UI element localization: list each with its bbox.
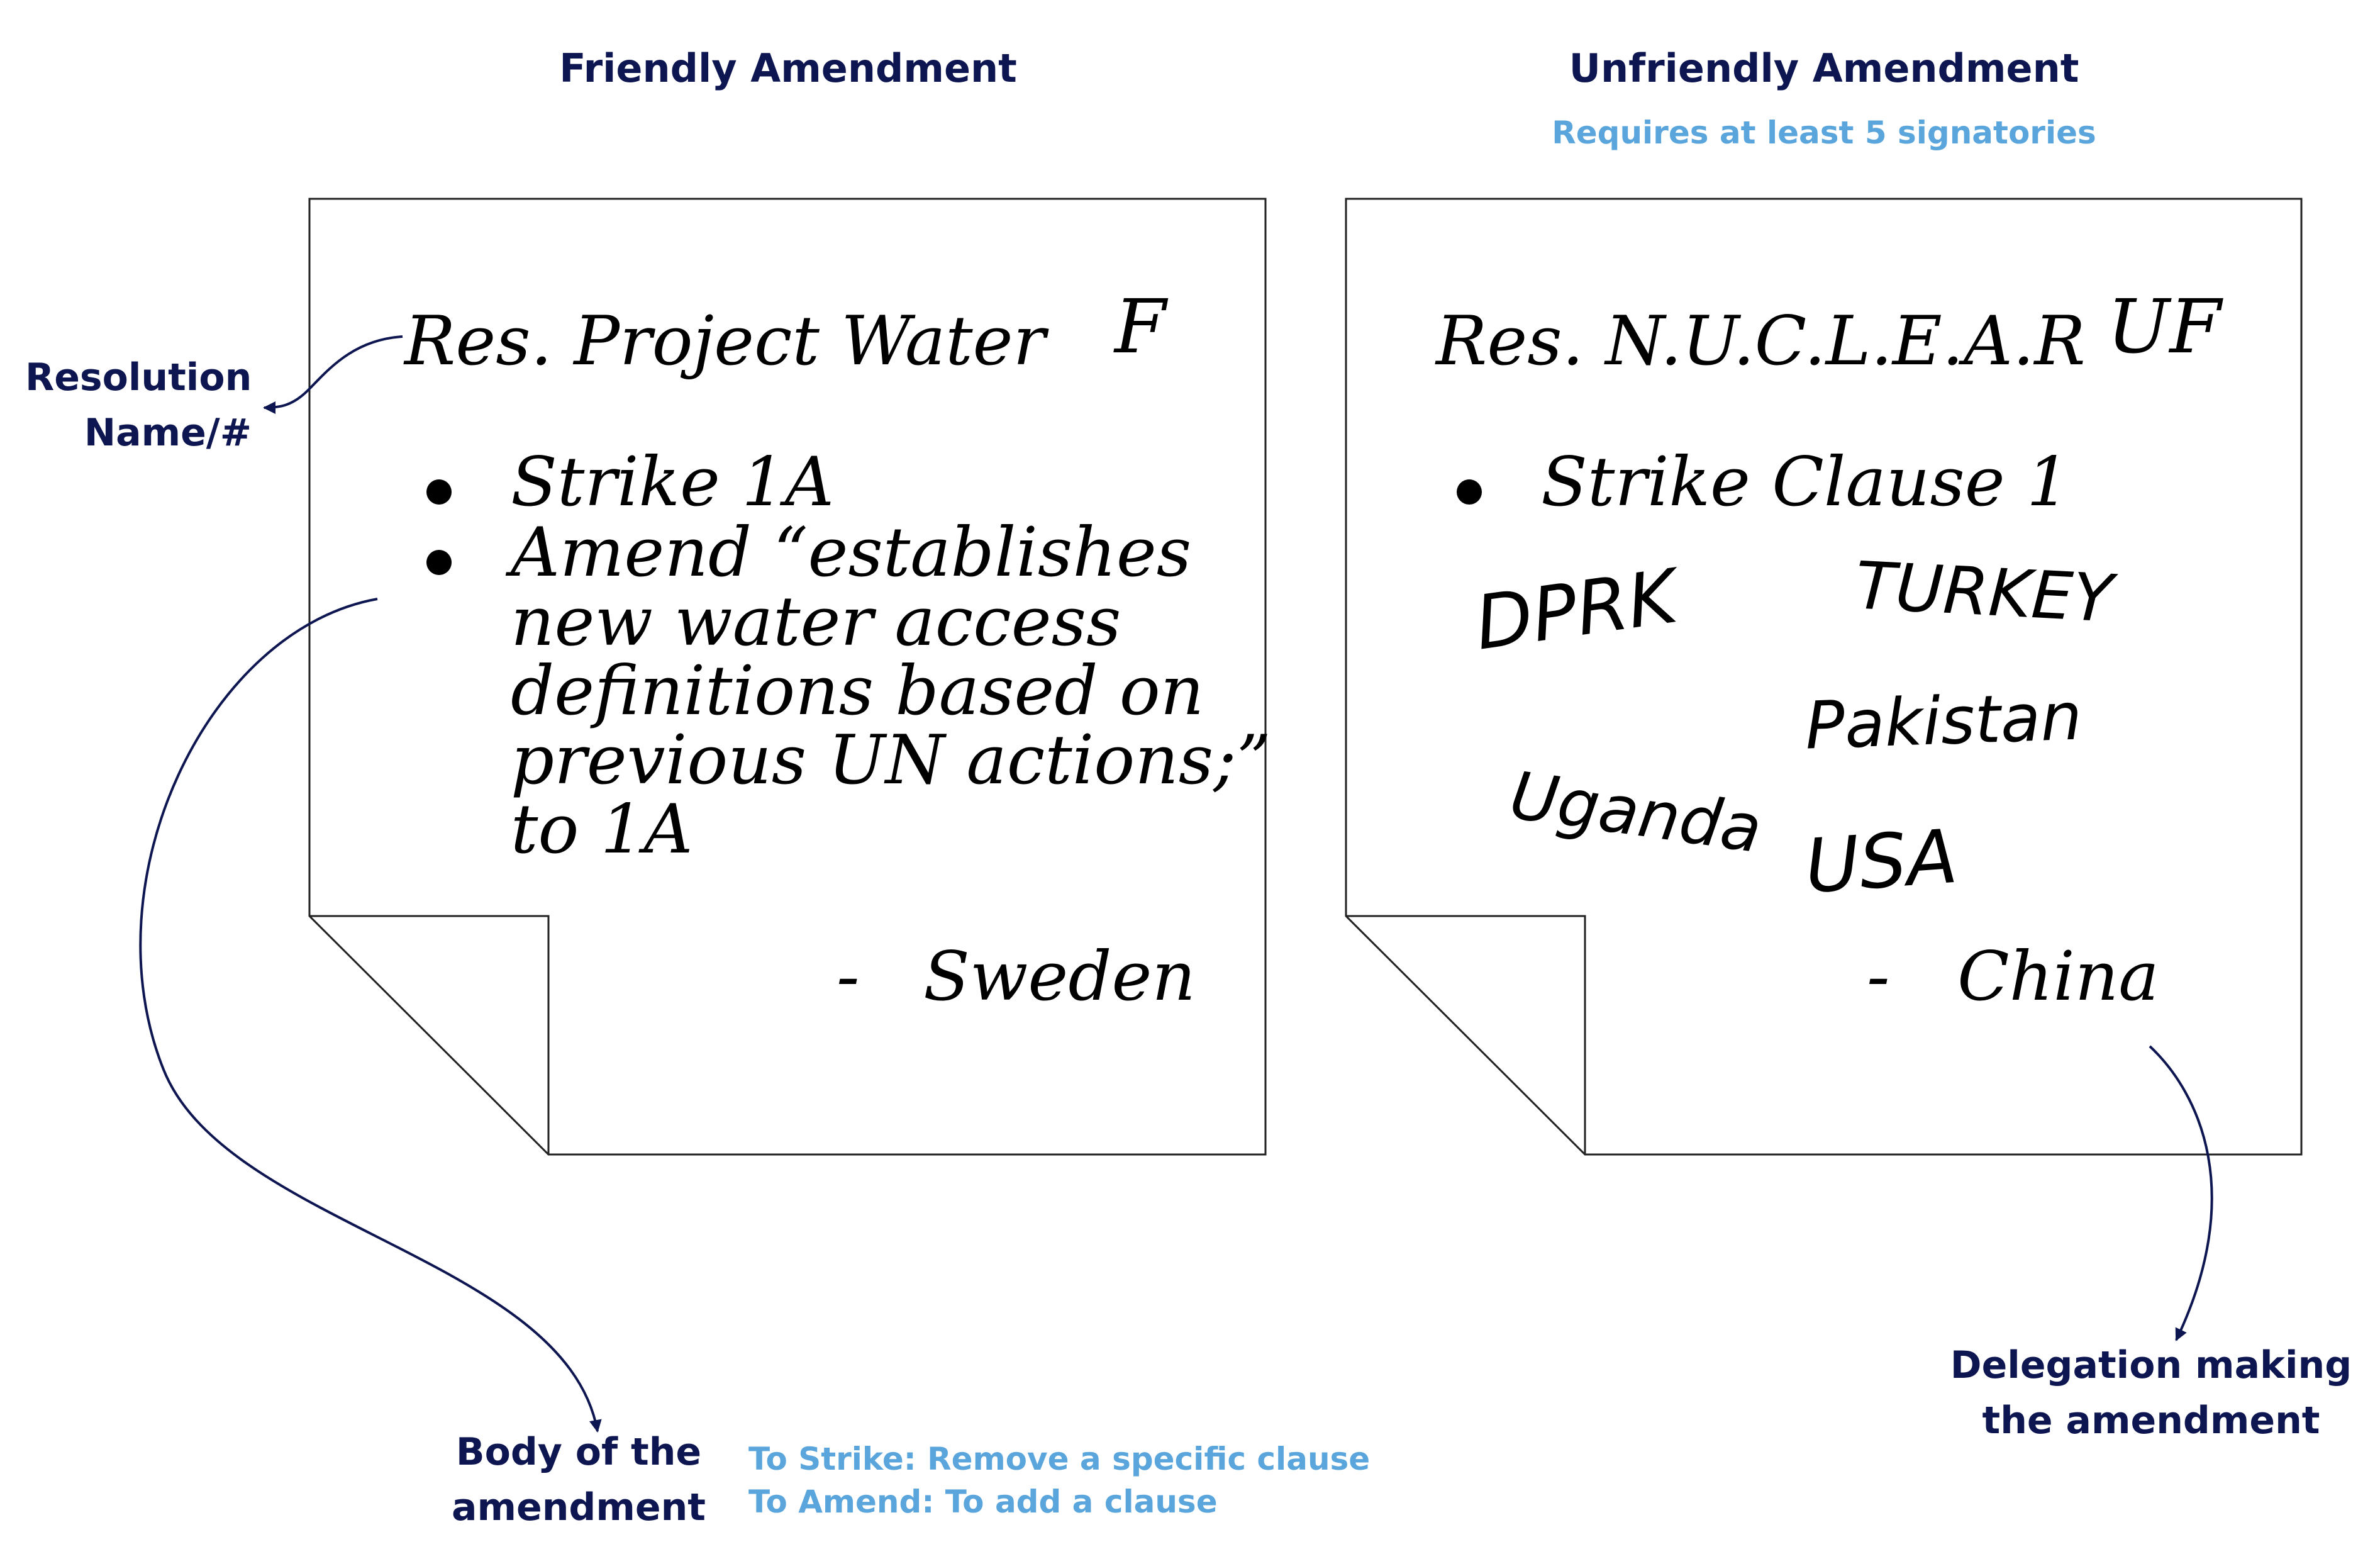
friendly-resolution-name: Res. Project Water: [404, 302, 1046, 381]
friendly-delegation: Sweden: [923, 937, 1196, 1016]
strike-definition: To Strike: Remove a specific clause: [748, 1441, 1371, 1477]
unfriendly-subheading: Requires at least 5 signatories: [1552, 115, 2096, 151]
body-label-line-1: Body of the: [455, 1430, 702, 1474]
unfriendly-bullet-1-dot: [1457, 479, 1482, 505]
unfriendly-bullet-1: Strike Clause 1: [1541, 443, 2070, 522]
unfriendly-delegation: China: [1957, 937, 2159, 1016]
friendly-bullet-1: Strike 1A: [511, 443, 834, 522]
signature-uganda: Uganda: [1505, 756, 1767, 868]
body-label-line-2: amendment: [452, 1485, 706, 1529]
delegation-label-line-1: Delegation making: [1950, 1343, 2352, 1387]
signature-dprk: DPRK: [1469, 552, 1682, 667]
unfriendly-dash: -: [1867, 937, 1890, 1016]
signature-turkey: TURKEY: [1854, 547, 2115, 637]
signature-usa: USA: [1802, 812, 1960, 910]
friendly-body-line-1: new water access: [511, 583, 1121, 661]
amend-definition: To Amend: To add a clause: [748, 1484, 1218, 1520]
friendly-bullet-2-dot: [426, 550, 452, 575]
resolution-name-label-line-1: Resolution: [25, 355, 252, 400]
body-label: [440, 1424, 717, 1535]
friendly-bullet-1-dot: [426, 479, 452, 505]
delegation-label-line-2: the amendment: [1982, 1399, 2320, 1443]
friendly-bullet-2: Amend “establishes: [511, 513, 1192, 592]
unfriendly-heading: Unfriendly Amendment: [1569, 45, 2079, 91]
friendly-body-line-2: definitions based on: [511, 652, 1204, 730]
friendly-heading: Friendly Amendment: [559, 45, 1017, 91]
friendly-body-line-3: previous UN actions;”: [511, 721, 1271, 800]
delegation-label: [1937, 1338, 2365, 1448]
resolution-name-label-line-2: Name/#: [84, 411, 252, 455]
friendly-dash: -: [837, 937, 860, 1016]
friendly-code: F: [1115, 283, 1166, 370]
unfriendly-code: UF: [2107, 283, 2222, 370]
friendly-body-line-4: to 1A: [511, 790, 693, 869]
signature-pakistan: Pakistan: [1804, 678, 2084, 764]
unfriendly-resolution-name: Res. N.U.C.L.E.A.R: [1436, 302, 2086, 381]
resolution-name-label: [25, 350, 252, 461]
